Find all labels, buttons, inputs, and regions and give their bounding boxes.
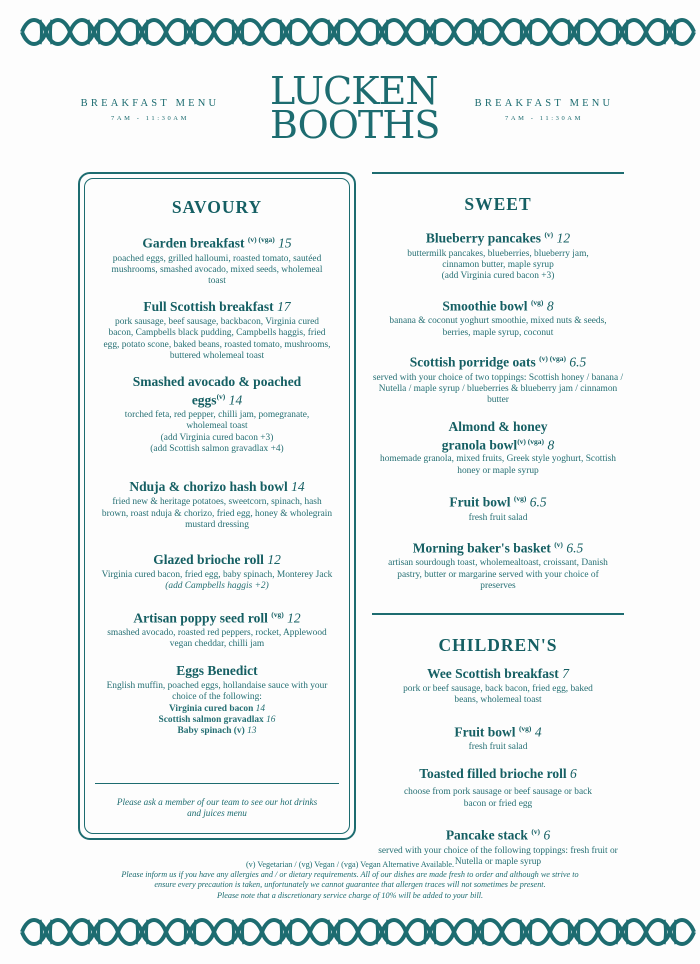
menu-item <box>372 491 624 524</box>
item-name: Toasted filled brioche roll <box>419 766 567 782</box>
item-desc: pork or beef sausage, back bacon, fried egg, baked beans, wholemeal toast <box>403 683 593 706</box>
item-price: 7 <box>562 665 569 681</box>
menu-item <box>95 299 339 363</box>
item-name: Artisan poppy seed roll <box>133 610 268 625</box>
item-price: 12 <box>556 230 571 246</box>
diet-tag: (vg) <box>530 297 544 307</box>
item-desc: homemade granola, mixed fruits, Greek style yoghurt, Scottish honey or maple syrup <box>380 454 616 476</box>
item-extra: (add Virginia cured bacon +3) <box>441 271 555 282</box>
header-left-hours: 7AM - 11:30AM <box>111 115 189 122</box>
item-price: 4 <box>534 724 542 739</box>
top-ornament-pattern <box>0 12 700 52</box>
item-extra: (add Campbells haggis +2) <box>165 581 269 592</box>
item-price: 8 <box>546 298 554 314</box>
menu-item <box>95 479 339 531</box>
menu-item <box>372 537 624 593</box>
menu-item <box>372 295 624 339</box>
diet-legend: (v) Vegetarian / (vg) Vegan / (vga) Vegan Alternative Available. <box>245 860 455 869</box>
item-name: Blueberry pancakes <box>425 230 542 246</box>
service-charge-note: Please note that a discretionary service charge of 10% will be added to your bill. <box>216 890 484 900</box>
diet-tag: (v) (vga) <box>539 354 566 364</box>
menu-item <box>95 374 339 455</box>
item-name: Wee Scottish breakfast <box>427 665 559 681</box>
savoury-panel <box>78 172 356 840</box>
option-line: Virginia cured bacon 14 <box>168 703 266 714</box>
item-name: Garden breakfast <box>142 235 245 251</box>
item-name: Smoothie bowl <box>442 298 528 314</box>
item-name: Glazed brioche roll <box>153 551 264 567</box>
diet-tag: (v) (vga) <box>247 235 275 244</box>
item-desc: torched feta, red pepper, chilli jam, pomegranate, wholemeal toast <box>124 409 310 432</box>
item-desc: pork sausage, beef sausage, backbacon, Virginia cured bacon, Campbells black pudding, Campbells haggis, fried egg, potato scone, baked beans, roasted tomato, mushrooms, buttered wholemeal toast <box>103 316 331 361</box>
item-name: Fruit bowl <box>449 494 511 510</box>
item-desc: artisan sourdough toast, wholemealtoast, croissant, Danish pastry, butter or margarine served with your choice of preserves <box>388 558 608 592</box>
logo <box>270 69 440 147</box>
item-price: 15 <box>278 235 292 251</box>
item-extra: (add Virginia cured bacon +3) <box>160 432 274 443</box>
menu-item <box>372 351 624 407</box>
item-desc: served with your choice of the following toppings: fresh fruit or Nutella or maple syrup <box>378 845 618 868</box>
item-name-line1: Almond & honey <box>448 418 548 434</box>
divider <box>95 783 339 784</box>
menu-item <box>95 552 339 593</box>
menu-item <box>372 227 624 283</box>
diet-tag: (v) (vga) <box>517 436 545 446</box>
item-desc: fried new & heritage potatoes, sweetcorn, spinach, hash brown, roast nduja & chorizo, fried egg, honey & wholegrain mustard dressing <box>101 497 333 531</box>
item-name: Fruit bowl <box>454 724 516 739</box>
item-price: 6.5 <box>569 354 587 370</box>
allergy-note-line: ensure every precaution is taken, unfortunately we cannot guarantee that allergen traces will not sometimes be present. <box>154 880 546 890</box>
item-name: Scottish porridge oats <box>409 354 536 370</box>
item-desc: served with your choice of two toppings: Scottish honey / banana / Nutella / maple syrup / blueberries & blueberry jam / cinnamon butter <box>372 372 624 406</box>
allergy-note-line: Please inform us if you have any allergies and / or dietary requirements. All of our dishes are made fresh to order and although we strive to <box>121 870 579 880</box>
diet-tag: (vg) <box>518 723 532 733</box>
header-right <box>454 98 634 122</box>
item-desc: English muffin, poached eggs, hollandaise sauce with your choice of the following: <box>106 680 328 703</box>
item-desc: Virginia cured bacon, fried egg, baby spinach, Monterey Jack <box>101 569 333 580</box>
item-desc: fresh fruit salad <box>468 512 528 523</box>
menu-item <box>95 663 339 738</box>
item-desc: smashed avocado, roasted red peppers, rocket, Applewood vegan cheddar, chilli jam <box>107 628 327 650</box>
right-column <box>372 172 624 869</box>
sweet-title: SWEET <box>464 194 532 214</box>
item-name: Eggs Benedict <box>176 662 258 678</box>
divider <box>372 613 624 615</box>
savoury-panel-inner <box>84 178 350 834</box>
header-right-title: BREAKFAST MENU <box>474 98 614 109</box>
item-extra: (add Scottish salmon gravadlax +4) <box>150 444 284 455</box>
item-desc: buttermilk pancakes, blueberries, blueberry jam, cinnamon butter, maple syrup <box>407 248 589 270</box>
item-price: 12 <box>287 610 301 625</box>
logo-line1: LUCKEN <box>270 69 438 113</box>
item-price: 14 <box>291 479 305 495</box>
childrens-title: CHILDREN'S <box>438 634 558 655</box>
option-line: Baby spinach (v) 13 <box>177 726 257 737</box>
item-price: 8 <box>547 437 555 453</box>
menu-item <box>95 607 339 651</box>
option-line: Scottish salmon gravadlax 16 <box>158 715 276 726</box>
item-desc: fresh fruit salad <box>468 742 528 752</box>
item-price: 6 <box>570 766 577 782</box>
menu-item <box>372 666 624 707</box>
menu-item <box>95 232 339 288</box>
item-name: Full Scottish breakfast <box>143 298 274 314</box>
item-name-line1: Smashed avocado & poached <box>132 374 302 390</box>
diet-tag: (v) <box>216 392 226 402</box>
item-name: Nduja & chorizo hash bowl <box>129 479 288 495</box>
item-name: Morning baker's basket <box>412 540 551 556</box>
item-price: 12 <box>267 551 281 567</box>
item-desc: choose from pork sausage or beef sausage or back bacon or fried egg <box>404 787 592 809</box>
logo-line2: BOOTHS <box>270 103 440 147</box>
item-price: 14 <box>228 392 243 408</box>
diet-tag: (vg) <box>271 609 284 619</box>
diet-tag: (v) <box>554 539 563 549</box>
item-desc: poached eggs, grilled halloumi, roasted tomato, sautéed mushrooms, smashed avocado, mixed seeds, wholemeal toast <box>111 253 323 287</box>
diet-tag: (v) <box>544 230 554 239</box>
drinks-note: Please ask a member of our team to see our hot drinks and juices menu <box>116 797 318 819</box>
diet-tag: (v) <box>531 827 541 837</box>
divider <box>372 172 624 174</box>
savoury-title: SAVOURY <box>171 197 263 217</box>
item-name-line2: eggs <box>191 392 217 408</box>
header-left-title: BREAKFAST MENU <box>80 98 220 109</box>
diet-tag: (vg) <box>513 494 527 504</box>
bottom-ornament-pattern <box>0 912 700 952</box>
item-name: Pancake stack <box>445 827 528 843</box>
item-price: 17 <box>277 298 291 314</box>
menu-item <box>372 766 624 810</box>
header-left <box>60 98 240 122</box>
item-price: 6 <box>543 827 551 843</box>
header-right-hours: 7AM - 11:30AM <box>505 115 583 122</box>
item-name-line2: granola bowl <box>441 437 518 453</box>
item-price: 6.5 <box>566 540 584 556</box>
item-price: 6.5 <box>529 494 547 510</box>
menu-item <box>372 721 624 754</box>
footer <box>60 860 640 901</box>
item-desc: banana & coconut yoghurt smoothie, mixed nuts & seeds, berries, maple syrup, coconut <box>389 316 607 338</box>
menu-item <box>372 419 624 477</box>
